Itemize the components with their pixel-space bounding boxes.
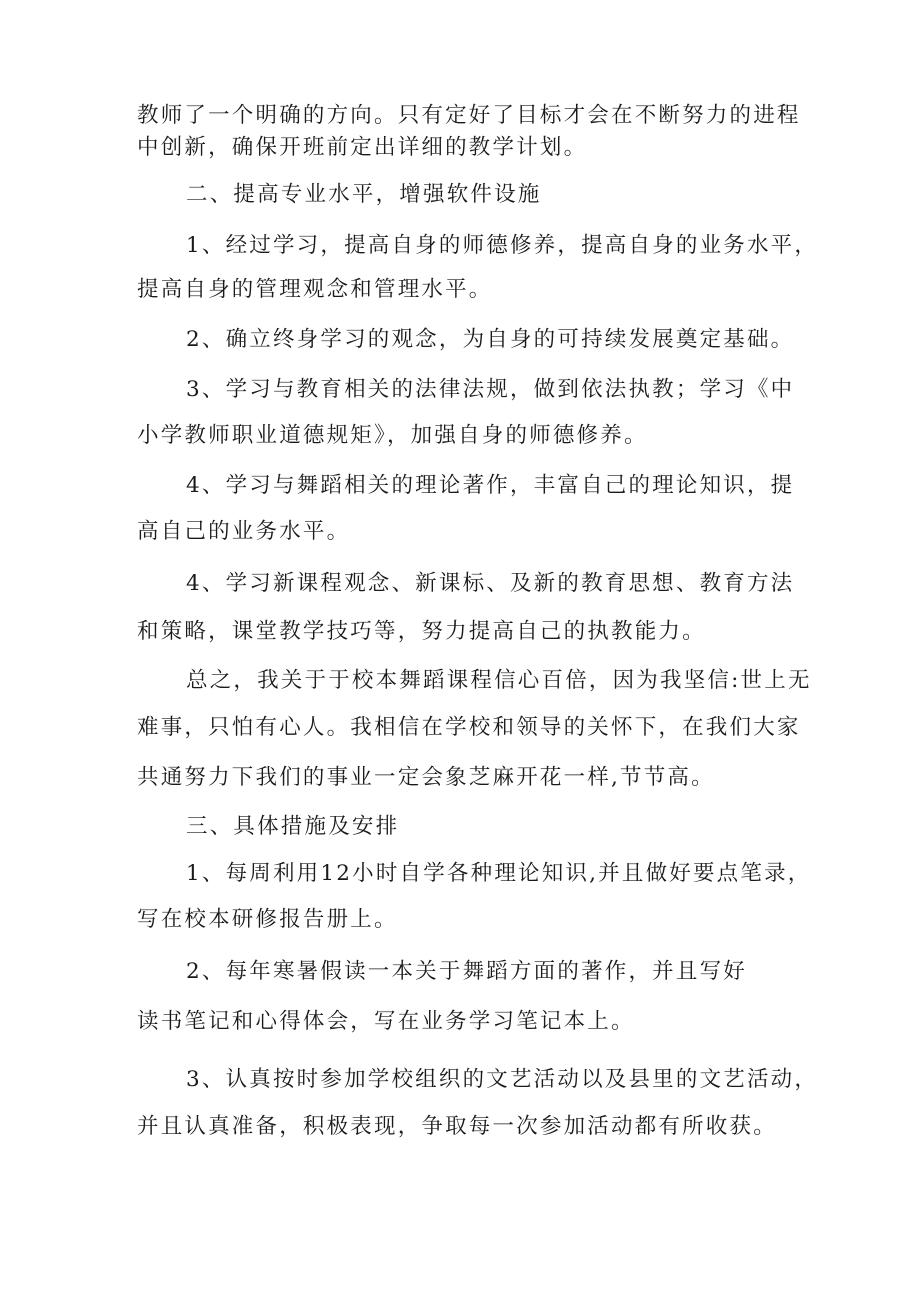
- paragraph-line: 提高自身的管理观念和管理水平。: [137, 277, 493, 302]
- paragraph-line: 教师了一个明确的方向。只有定好了目标才会在不断努力的进程: [137, 103, 801, 128]
- paragraph-line: 1、每周利用12小时自学各种理论知识,并且做好要点笔录，: [186, 861, 812, 886]
- paragraph-line: 2、确立终身学习的观念，为自身的可持续发展奠定基础。: [186, 327, 795, 352]
- paragraph-line: 2、每年寒暑假读一本关于舞蹈方面的著作，并且写好: [186, 959, 747, 984]
- paragraph-line: 3、认真按时参加学校组织的文艺活动以及县里的文艺活动，: [186, 1067, 819, 1092]
- paragraph-line: 4、学习新课程观念、新课标、及新的教育思想、教育方法: [186, 571, 795, 596]
- paragraph-line: 小学教师职业道德规矩》，加强自身的师德修养。: [137, 423, 648, 448]
- paragraph-line: 4、学习与舞蹈相关的理论著作，丰富自己的理论知识，提: [186, 473, 795, 498]
- paragraph-line: 写在校本研修报告册上。: [137, 907, 398, 932]
- section-heading: 三、具体措施及安排: [186, 814, 400, 839]
- paragraph-line: 共通努力下我们的事业一定会象芝麻开花一样,节节高。: [137, 765, 715, 790]
- paragraph-line: 难事，只怕有心人。我相信在学校和领导的关怀下，在我们大家: [137, 715, 801, 740]
- paragraph-line: 并且认真准备，积极表现，争取每一次参加活动都有所收获。: [137, 1114, 777, 1139]
- paragraph-line: 高自己的业务水平。: [137, 519, 351, 544]
- paragraph-line: 3、学习与教育相关的法律法规，做到依法执教；学习《中: [186, 377, 795, 402]
- paragraph-line: 中创新，确保开班前定出详细的教学计划。: [137, 135, 588, 160]
- paragraph-line: 1、经过学习，提高自身的师德修养，提高自身的业务水平，: [186, 233, 819, 258]
- paragraph-line: 读书笔记和心得体会，写在业务学习笔记本上。: [137, 1009, 635, 1034]
- paragraph-line: 总之，我关于于校本舞蹈课程信心百倍，因为我坚信:世上无: [186, 668, 812, 693]
- paragraph-line: 和策略，课堂教学技巧等，努力提高自己的执教能力。: [137, 619, 706, 644]
- section-heading: 二、提高专业水平，增强软件设施: [186, 182, 542, 207]
